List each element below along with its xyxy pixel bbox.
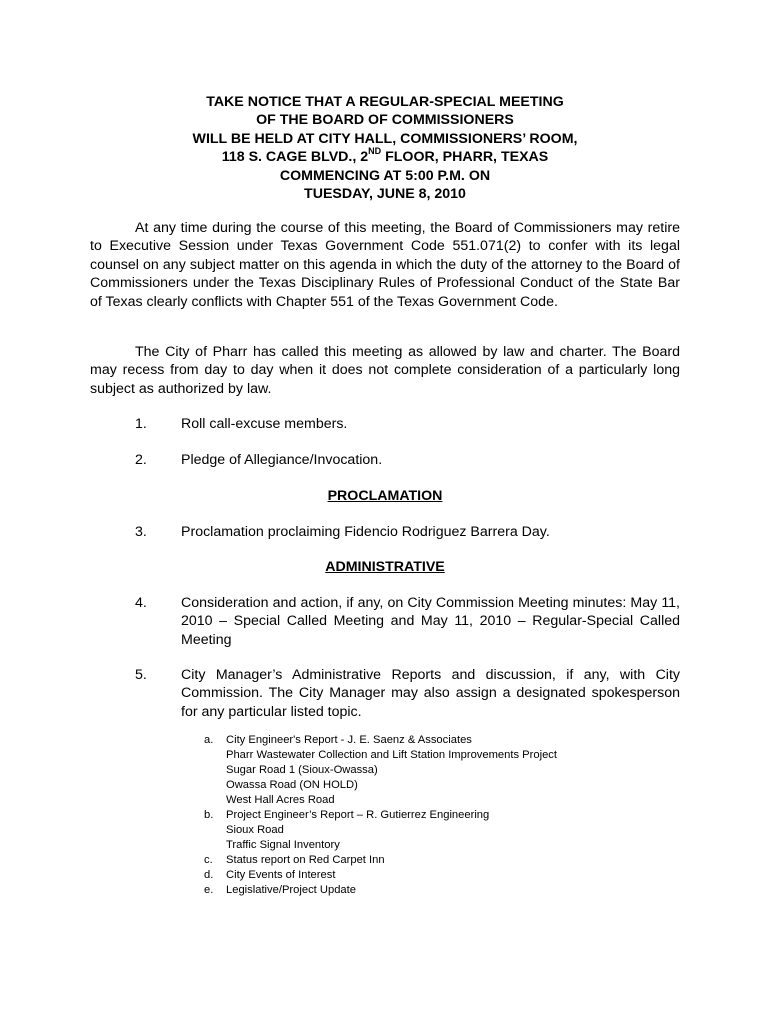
heading-line-4 [90, 148, 680, 166]
sublist-line: City Engineer's Report - J. E. Saenz & Associates [226, 734, 472, 746]
item-number: 1. [135, 416, 147, 432]
heading-line-3: WILL BE HELD AT CITY HALL, COMMISSIONERS’ ROOM, [192, 130, 578, 147]
executive-session-paragraph: At any time during the course of this meeting, the Board of Commissioners may retire to Executive Session under Texas Government Code 551.071(2) to confer with its legal counsel on any subject matter on this agenda in which the duty of the attorney to the Board of Commissioners under the Texas Disciplinary Rules of Professional Conduct of the State Bar of Texas clearly conflicts with Chapter 551 of the Texas Government Code. [90, 220, 680, 310]
item-number: 2. [135, 452, 147, 468]
heading-line-6: TUESDAY, JUNE 8, 2010 [304, 186, 466, 203]
sublist-item [200, 868, 680, 883]
address-text: 118 S. CAGE BLVD., 2 [221, 149, 369, 166]
section-heading-administrative: ADMINISTRATIVE [325, 559, 445, 575]
sublist-letter: e. [204, 884, 214, 896]
heading-line-5: COMMENCING AT 5:00 P.M. ON [279, 167, 491, 184]
section-heading-proclamation: PROCLAMATION [327, 488, 443, 504]
item-text: Pledge of Allegiance/Invocation. [181, 452, 383, 468]
sublist-line: Traffic Signal Inventory [226, 839, 340, 851]
sublist-letter: b. [204, 809, 214, 821]
sublist-line: West Hall Acres Road [226, 794, 335, 806]
sublist-item [200, 733, 680, 808]
manager-reports-sublist [200, 733, 680, 898]
sublist-line: Legislative/Project Update [226, 884, 356, 896]
item-number: 4. [135, 595, 147, 611]
sublist-line: Pharr Wastewater Collection and Lift Station Improvements Project [226, 749, 558, 761]
heading-line-1: TAKE NOTICE THAT A REGULAR-SPECIAL MEETING [206, 94, 564, 110]
ordinal-suffix: ND [368, 146, 382, 157]
sublist-letter: d. [204, 869, 214, 881]
item-number: 3. [135, 524, 147, 540]
item-text: Roll call-excuse members. [181, 416, 348, 432]
sublist-letter: a. [204, 734, 214, 746]
sublist-item [200, 883, 680, 898]
item-text: City Manager’s Administrative Reports and discussion, if any, with City Commission. The City Manager may also assign a designated spokesperson for any particular listed topic. [181, 667, 680, 720]
item-text: Proclamation proclaiming Fidencio Rodriguez Barrera Day. [181, 524, 550, 540]
sublist-line: Status report on Red Carpet Inn [226, 854, 385, 866]
sublist-line: City Events of Interest [226, 869, 336, 881]
sublist-letter: c. [204, 854, 213, 866]
sublist-line: Project Engineer’s Report – R. Gutierrez Engineering [226, 809, 490, 821]
item-text: Consideration and action, if any, on City Commission Meeting minutes: May 11, 2010 – Special Called Meeting and May 11, 2010 – Regular-Special Called Meeting [181, 595, 680, 648]
sublist-line: Sioux Road [226, 824, 284, 836]
item-number: 5. [135, 667, 147, 683]
sublist-line: Owassa Road (ON HOLD) [226, 779, 358, 791]
heading-line-2: OF THE BOARD OF COMMISSIONERS [256, 112, 514, 129]
recess-paragraph: The City of Pharr has called this meeting as allowed by law and charter. The Board may recess from day to day when it does not complete consideration of a particularly long subject as authorized by law. [90, 344, 680, 397]
sublist-item [200, 853, 680, 868]
sublist-item [200, 808, 680, 853]
meeting-notice-heading [90, 93, 680, 203]
sublist-line: Sugar Road 1 (Sioux-Owassa) [226, 764, 378, 776]
floor-location-text: FLOOR, PHARR, TEXAS [381, 149, 549, 166]
